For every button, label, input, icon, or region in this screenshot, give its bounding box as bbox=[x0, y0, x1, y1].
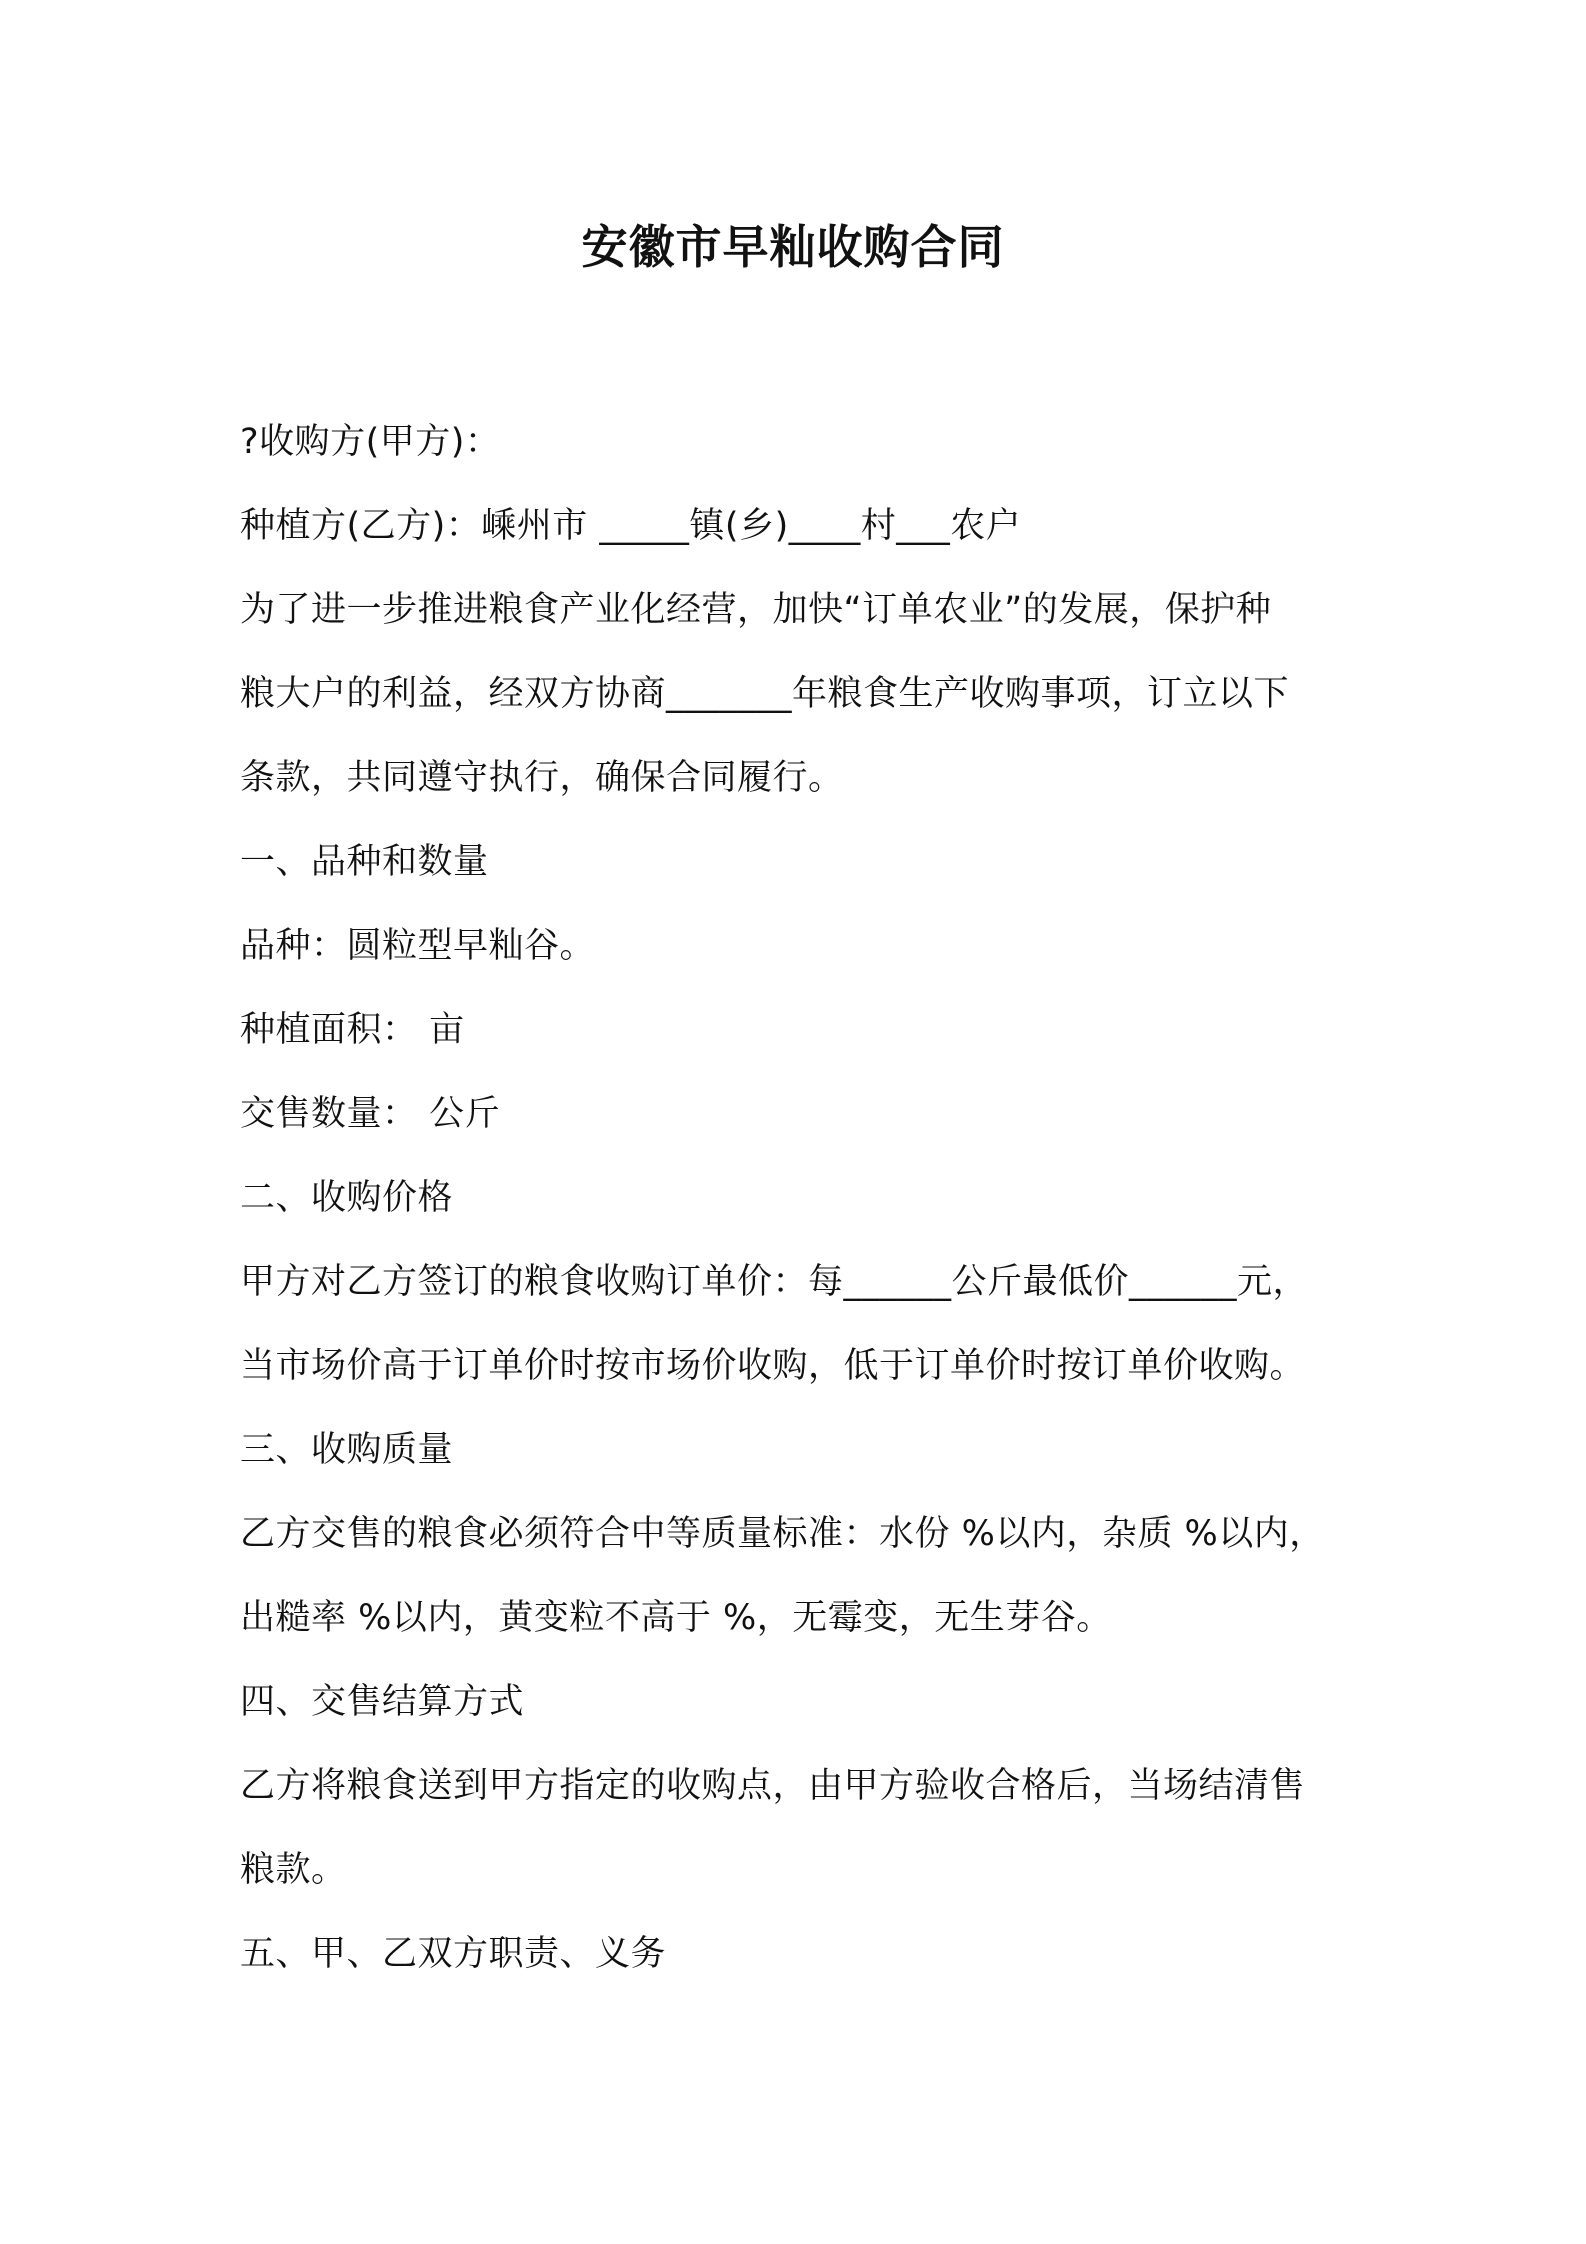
settlement-line-1: 乙方将粮食送到甲方指定的收购点，由甲方验收合格后，当场结清售 bbox=[240, 1766, 1306, 1806]
preamble-line-2: 粮大户的利益，经双方协商_______年粮食生产收购事项，订立以下 bbox=[240, 674, 1290, 714]
document-body bbox=[240, 400, 1380, 1996]
planting-area-line: 种植面积： 亩 bbox=[240, 1010, 465, 1050]
price-line-1: 甲方对乙方签订的粮食收购订单价：每______公斤最低价______元， bbox=[240, 1262, 1309, 1302]
section-heading-quality: 三、收购质量 bbox=[240, 1430, 454, 1470]
variety-line: 品种：圆粒型早籼谷。 bbox=[240, 926, 596, 966]
section-heading-duties: 五、甲、乙双方职责、义务 bbox=[240, 1934, 667, 1974]
section-heading-settlement: 四、交售结算方式 bbox=[240, 1682, 525, 1722]
section-heading-price: 二、收购价格 bbox=[240, 1178, 454, 1218]
price-line-2: 当市场价高于订单价时按市场价收购，低于订单价时按订单价收购。 bbox=[240, 1346, 1306, 1386]
settlement-line-2: 粮款。 bbox=[240, 1850, 347, 1890]
document-title: 安徽市早籼收购合同 bbox=[581, 220, 1005, 274]
quality-line-1: 乙方交售的粮食必须符合中等质量标准：水份 %以内，杂质 %以内， bbox=[240, 1514, 1325, 1554]
section-heading-variety: 一、品种和数量 bbox=[240, 842, 489, 882]
quality-line-2: 出糙率 %以内，黄变粒不高于 %，无霉变，无生芽谷。 bbox=[240, 1598, 1112, 1638]
grower-party-line: 种植方(乙方)：嵊州市 _____镇(乡)____村___农户 bbox=[240, 506, 1022, 546]
preamble-line-3: 条款，共同遵守执行，确保合同履行。 bbox=[240, 758, 844, 798]
delivery-quantity-line: 交售数量： 公斤 bbox=[240, 1094, 501, 1134]
buyer-party-line: ?收购方(甲方)： bbox=[240, 422, 501, 462]
preamble-line-1: 为了进一步推进粮食产业化经营，加快“订单农业”的发展，保护种 bbox=[240, 590, 1272, 630]
